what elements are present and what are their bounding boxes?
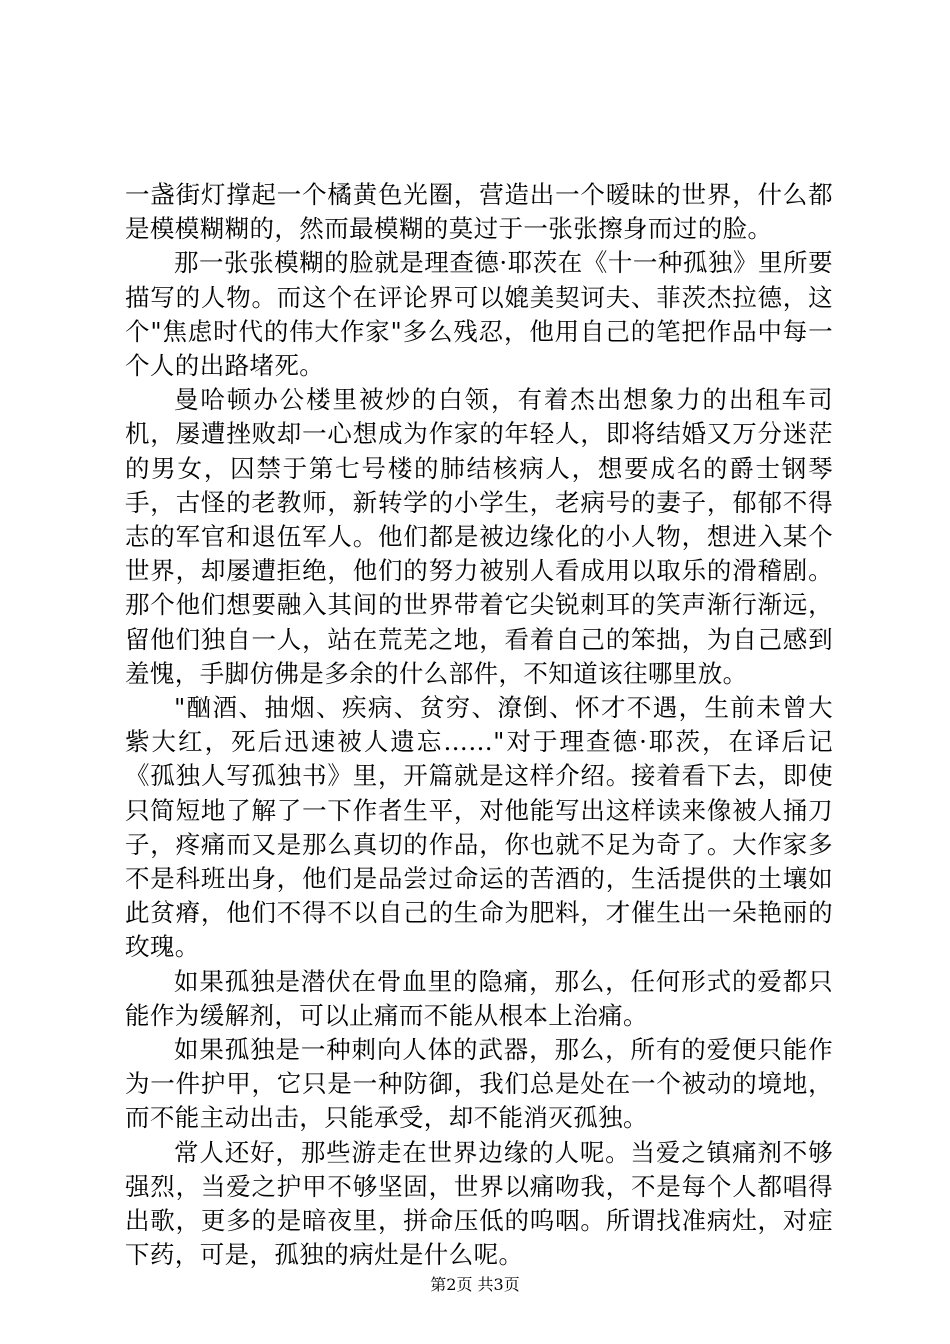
- document-body: [125, 178, 833, 1273]
- paragraph-4: "酗酒、抽烟、疾病、贫穷、潦倒、怀才不遇，生前未曾大紫大红，死后迅速被人遗忘……"对于理查德·耶茨，在译后记《孤独人写孤独书》里，开篇就是这样介绍。接着看下去，即使只简短地了解了一下作者生平，对他能写出这样读来像被人捅刀子，疼痛而又是那么真切的作品，你也就不足为奇了。大作家多不是科班出身，他们是品尝过命运的苦酒的，生活提供的土壤如此贫瘠，他们不得不以自己的生命为肥料，才催生出一朵艳丽的玫瑰。: [125, 693, 833, 962]
- paragraph-2: 那一张张模糊的脸就是理查德·耶茨在《十一种孤独》里所要描写的人物。而这个在评论界可以媲美契诃夫、菲茨杰拉德，这个"焦虑时代的伟大作家"多么残忍，他用自己的笔把作品中每一个人的出路堵死。: [125, 248, 833, 381]
- paragraph-1: 一盏街灯撑起一个橘黄色光圈，营造出一个暧昧的世界，什么都是模模糊糊的，然而最模糊的莫过于一张张擦身而过的脸。: [125, 180, 833, 244]
- paragraph-7: 常人还好，那些游走在世界边缘的人呢。当爱之镇痛剂不够强烈，当爱之护甲不够坚固，世界以痛吻我，不是每个人都唱得出歌，更多的是暗夜里，拼命压低的呜咽。所谓找准病灶，对症下药，可是，孤独的病灶是什么呢。: [125, 1137, 833, 1270]
- page-number-footer: 第2页 共3页: [430, 1275, 520, 1294]
- paragraph-5: 如果孤独是潜伏在骨血里的隐痛，那么，任何形式的爱都只能作为缓解剂，可以止痛而不能从根本上治痛。: [125, 966, 833, 1030]
- paragraph-6: 如果孤独是一种刺向人体的武器，那么，所有的爱便只能作为一件护甲，它只是一种防御，我们总是处在一个被动的境地，而不能主动出击，只能承受，却不能消灭孤独。: [125, 1035, 833, 1133]
- paragraph-3: 曼哈顿办公楼里被炒的白领，有着杰出想象力的出租车司机，屡遭挫败却一心想成为作家的年轻人，即将结婚又万分迷茫的男女，囚禁于第七号楼的肺结核病人，想要成名的爵士钢琴手，古怪的老教师，新转学的小学生，老病号的妻子，郁郁不得志的军官和退伍军人。他们都是被边缘化的小人物，想进入某个世界，却屡遭拒绝，他们的努力被别人看成用以取乐的滑稽剧。那个他们想要融入其间的世界带着它尖锐刺耳的笑声渐行渐远，留他们独自一人，站在荒芜之地，看着自己的笨拙，为自己感到羞愧，手脚仿佛是多余的什么部件，不知道该往哪里放。: [125, 385, 833, 688]
